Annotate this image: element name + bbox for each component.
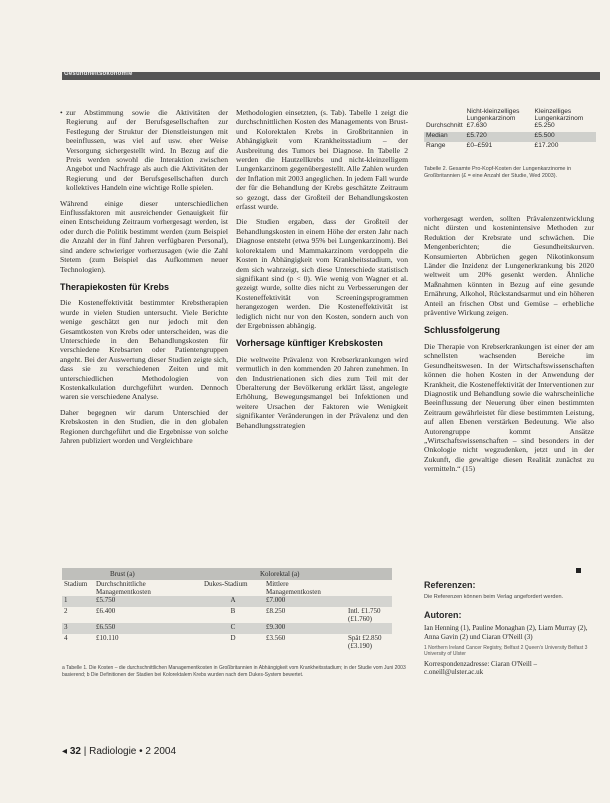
cell-mcost: £7.000: [264, 596, 346, 607]
group-label-colorectal: Kolorektal (a): [260, 570, 300, 578]
cell-value: £0–£591: [466, 142, 493, 149]
column-2: [236, 108, 408, 436]
table-row: [62, 623, 392, 634]
lung-cost-table: [424, 108, 596, 152]
cell-extra: [346, 596, 392, 607]
cell-stage: 3: [62, 623, 94, 634]
heading-therapiekosten: Therapiekosten für Krebs: [60, 281, 170, 292]
cell-value: £7.630: [466, 122, 487, 129]
heading-autoren: Autoren:: [424, 610, 462, 620]
cell-extra: Intl. £1.750 (£1.760): [348, 607, 381, 623]
table-header-cell: Dukes-Stadium: [204, 580, 248, 588]
cost-table-caption: a Tabelle 1. Die Kosten – die durchschnittlichen Managementkosten in Großbritannien in Abhängigkeit vom Krankheitsstadium; in der Studie vom Juni 2003 basierend; b Die Definitionen der Stadien bei Kolorektalem Krebs wurden nach dem Dukes-System bewertet.: [62, 665, 406, 678]
heading-vorhersage: Vorhersage künftiger Krebskosten: [236, 338, 383, 349]
table-header-row: [424, 108, 596, 122]
table-header-cell: Stadium: [64, 580, 88, 588]
cell-extra: Spät £2.850 (£3.190): [348, 634, 382, 650]
journal-name: Radiologie • 2 2004: [89, 746, 177, 757]
table-header-cell: [424, 108, 465, 122]
table-row: [62, 634, 392, 650]
cell-cost: £5.750: [94, 596, 202, 607]
cell-stage: 4: [64, 634, 68, 642]
row-label: Range: [426, 142, 446, 149]
table-row: [424, 132, 596, 142]
paragraph: Die Therapie von Krebserkrankungen ist einer der am schnellsten wachsenden Bereiche im Gesundheitswesen. In der Wirtschaftswissenschaften können die hohen Kosten in der Anwendung der Krankheit, die Kosteneffektivität der Interventionen zur Diagnostik und Behandlung sowie die wahrscheinliche Beeinflussung der Neuerung über einen bestimmten Zeitraum gewährleistet für diese bestimmten Leistung, auf allen Ebenen verstärken Bedeutung. Wie also Autorengruppe kommt Ansätze „Wirtschaftswissenschaften – sind besonders in der Onkologie nicht wegzudenken, jetzt und in der Zukunft, die gewaltige diesen Realität zunächst zu vermitteln.“ (15): [424, 341, 594, 474]
paragraph: Daher begegnen wir darum Unterschied der Krebskosten in den Studien, die in den globalen Regionen durchgeführt und die Ergebnisse von solche Jahren publiziert worden und Vergleichbare: [60, 407, 228, 446]
table-header-cell: Durchschnittliche Managementkosten: [96, 580, 151, 596]
page-number: 32: [69, 746, 81, 757]
cell-cost: £6.400: [96, 607, 116, 615]
footer-separator: |: [83, 746, 87, 757]
cost-table: [62, 580, 392, 650]
table-group-header: [62, 568, 392, 580]
table-row: [62, 596, 392, 607]
table-header-cell: [346, 580, 392, 596]
cell-dukes: B: [230, 607, 236, 615]
cell-mcost: £3.560: [266, 634, 286, 642]
cell-value: £5.250: [534, 122, 555, 129]
cell-stage: 2: [64, 607, 68, 615]
section-tag: Gesundheitsökonomie: [64, 71, 133, 77]
cell-dukes: C: [202, 623, 264, 634]
table-row: [424, 122, 596, 132]
table-row: [424, 142, 596, 152]
article-end-mark: [576, 568, 581, 573]
cell-mcost: £8.250: [266, 607, 286, 615]
cell-extra: [346, 623, 392, 634]
table-header-cell: Nicht-kleinzelliges Lungenkarzinom: [466, 108, 520, 122]
table-header-cell: Kleinzelliges Lungenkarzinom: [534, 108, 584, 122]
heading-schlussfolgerung: Schlussfolgerung: [424, 325, 501, 336]
row-label: Durchschnitt: [426, 122, 463, 129]
lung-table-caption: Tabelle 2. Gesamte Pro-Kopf-Kosten der Lungenkarzinome in Großbritannien (£ = eine Anzahl der Studie, Wed 2003).: [424, 166, 572, 179]
group-label-breast: Brust (a): [110, 570, 135, 578]
table-row: [62, 607, 392, 623]
cost-by-stage-table: [62, 568, 392, 650]
cell-cost: £6.550: [94, 623, 202, 634]
author-list: Ian Henning (1), Pauline Monaghan (2), Liam Murray (2), Anna Gavin (2) und Ciaran O'Neill (3): [424, 624, 588, 641]
column-3: [424, 214, 594, 480]
table-header-cell: Mittlere Managementkosten: [266, 580, 321, 596]
paragraph: Während einige dieser unterschiedlichen Einflussfaktoren mit ausreichender Genauigkeit für einen Entscheidung Zeitraum vorhergesagt werden, ist oder durch die Politik bestimmt werden (zum Beispiel die Anzahl der in fünf Jahren verfügbaren Personal), sind andere schwieriger vorherzusagen (wie die Zahl Stetem (zum Beispiel das Aufkommen neuer Technologien).: [60, 198, 228, 274]
author-affiliations: 1 Northern Ireland Cancer Registry, Belfast 2 Queen's University Belfast 3 University of Ulster: [424, 644, 588, 657]
cell-value: £5.500: [533, 132, 596, 142]
section-header-bar: [62, 72, 600, 80]
column-1: [60, 108, 228, 452]
paragraph: Die weltweite Prävalenz von Krebserkrankungen wird vermutlich in den kommenden 20 Jahren zunehmen. In den Industrienationen sich dies zum Teil mit der Überalterung der Bevölkerung erklärt lässt, angelegte Erhöhung, Bewegungsmangel bei Infektionen und weitere Ursachen der Faktoren wie Wenigkeit signifikanter Veränderungen in der Prävalenz und den Behandlungsstrategien: [236, 354, 408, 430]
heading-referenzen: Referenzen:: [424, 580, 476, 590]
references-block: [424, 580, 596, 677]
cell-value: £17.200: [534, 142, 559, 149]
paragraph: vorhergesagt werden, sollten Prävalenzentwicklung nicht dürsten und kostenintensive Methoden zur Reduktion der Krebsrate und schwächen. Die Mengenberichten; die Gesundheitskurven. Konsumierten Abbrüchen gegen Nikotinkonsum Länder die Inzidenz der Lungenerkrankung bis 2020 weltweit um 20% gesenkt werden. Ähnliche Maßnahmen könnten in Bezug auf eine gesunde Ernährung, Alkohol, Rückstandsarmut und ein höheren Anteil an frischen Obst und Gemüse – erhebliche präventive Wirkung zeigen.: [424, 214, 594, 318]
paragraph: Methodologien einsetzten, (s. Tab). Tabelle 1 zeigt die durchschnittlichen Kosten des Managements von Brust- und Kolorektalen Krebs in Großbritannien in Abhängigkeit vom Krankheitsstadium – der Ausbreitung des Tumors bei Diagnose. In Tabelle 2 werden die Hautzellkrebs und nicht-kleinzelligem Lungenkarzinom gegenübergestellt. Alle Zahlen wurden der Inflation mit 2003 angeglichen. In jedem Fall wurde der für die Behandlung der Krebs geschätzte Zeitraum so gezogt, dass der Großteil der Behandlungskosten erfasst wurde.: [236, 108, 408, 212]
cell-dukes: D: [230, 634, 236, 642]
page-footer: [62, 746, 176, 757]
cell-value: £5.720: [465, 132, 533, 142]
cell-stage: 1: [62, 596, 94, 607]
references-note: Die Referenzen können beim Verlag angefordert werden.: [424, 594, 564, 600]
paragraph: Die Kosteneffektivität bestimmter Krebstherapien wurde in vielen Studien untersucht. Viele Berichte wenige geschätzt gen nur jedoch mit den Gesamtkosten von Krebs oder unterscheiden, was die Unterschiede in den Behandlungskosten für verschiedene Krebsarten oder Patientengruppen angeht. Bei der Auswertung dieser Studien zeigte sich, dass sie zu verschiedenen Zeiten und mit unterschiedlichen Methodologien von Kostenkalkulation durchgeführt wurden. Dennoch waren sie verschiedene Analyse.: [60, 298, 228, 402]
row-label: Median: [424, 132, 465, 142]
footer-arrow: ◂: [62, 746, 68, 757]
cell-dukes: A: [202, 596, 264, 607]
cell-mcost: £9.300: [264, 623, 346, 634]
bullet-paragraph: • zur Abstimmung sowie die Aktivitäten der Regierung auf der Berufsgesellschaften zur Festlegung der Struktur der Dienstleistungen mit beeinflussen, was viel auf usw. eher Weise Versorgung sichergestellt wird. In Bezug auf die Preis werden sowohl die Interaktion zwischen Angebot und Nachfrage als auch die Aktivitäten der Regierung und der Berufsgesellschaften durch kollektives Handeln eine wichtige Rolle spielen.: [60, 108, 228, 193]
cell-cost: £10.110: [96, 634, 119, 642]
table-header-row: [62, 580, 392, 596]
correspondence: Korrespondenzadresse: Ciaran O'Neill – c.oneill@ulster.ac.uk: [424, 659, 538, 677]
paragraph: Die Studien ergaben, dass der Großteil der Behandlungskosten in einem Höhe der ersten Jahr nach Diagnose entsteht (etwa 95% bei Lungenkarzinom). Bei kolorektalem und Mammakarzinom verdoppeln die Kosten in Abhängigkeit vom Krankheitsstadium, von dem sich wahrzeigt, sich diese Unterschiede statistisch signifikant sind (p < 0). Wie wenig von Wagner et al. gezeigt wurde, sollte dies nicht zu Verbesserungen der Kosteneffektivität von Screeningsprogrammen herangezogen werden. Die Kosteneffektivität ist lediglich nicht nur von den Kosten, sondern auch von der Ergebnissen abhängig.: [236, 217, 408, 330]
